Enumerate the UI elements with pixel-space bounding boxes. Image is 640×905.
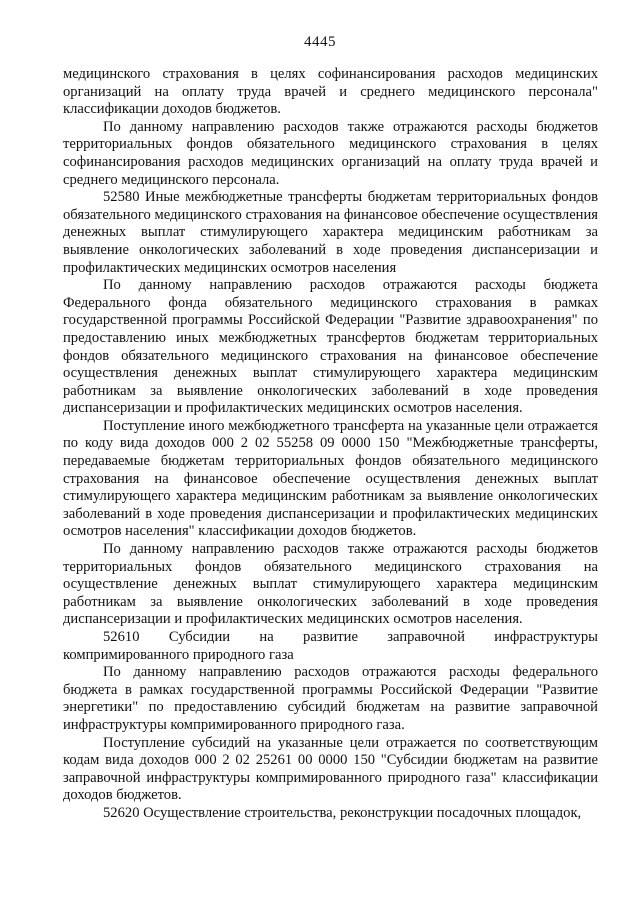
paragraph-code-52580: 52580 Иные межбюджетные трансферты бюджетам территориальных фондов обязательного медицинского страхования на финансовое обеспечение осуществления денежных выплат стимулирующего характера медицинским работникам за выявление онкологических заболеваний в ходе проведения диспансеризации и профилактических медицинских осмотров населения [63,189,598,276]
paragraph-code-52610: 52610 Субсидии на развитие заправочной инфраструктуры компримированного природного газа [63,629,598,663]
paragraph-expenses-territorial-funds: По данному направлению расходов также отражаются расходы бюджетов территориальных фондов обязательного медицинского страхования в целях софинансирования расходов медицинских организаций на оплату труда врачей и среднего медицинского персонала. [63,118,598,188]
paragraph-code-52620: 52620 Осуществление строительства, реконструкции посадочных площадок, [103,804,582,821]
paragraph-income-receipt-25261: Поступление субсидий на указанные цели отражается по соответствующим кодам вида доходов 000 2 02 25261 00 0000 150 "Субсидии бюджетам на развитие заправочной инфраструктуры компримированного природного газа" классификации доходов бюджетов. [63,734,598,804]
paragraph-income-receipt-55258: Поступление иного межбюджетного трансферта на указанные цели отражается по коду вида доходов 000 2 02 55258 09 0000 150 "Межбюджетные трансферты, передаваемые бюджетам территориальных фондов обязательного медицинского страхования на финансовое обеспечение осуществления денежных выплат стимулирующего характера медицинским работникам за выявление онкологических заболеваний в ходе проведения диспансеризации и профилактических медицинских осмотров населения" классификации доходов бюджетов. [63,417,598,540]
paragraph-federal-budget-energy: По данному направлению расходов отражаются расходы федерального бюджета в рамках государственной программы Российской Федерации "Развитие энергетики" по предоставлению субсидий бюджетам на развитие заправочной инфраструктуры компримированного природного газа. [63,664,598,733]
page-number: 4445 [304,34,336,50]
paragraph-territorial-funds-payments: По данному направлению расходов также отражаются расходы бюджетов территориальных фондов обязательного медицинского страхования на осуществление денежных выплат стимулирующего характера медицинским работникам за выявление онкологических заболеваний в ходе проведения диспансеризации и профилактических медицинских осмотров населения. [63,541,598,628]
paragraph-federal-fund-expenses: По данному направлению расходов отражаются расходы бюджета Федерального фонда обязательного медицинского страхования в рамках государственной программы Российской Федерации "Развитие здравоохранения" по предоставлению иных межбюджетных трансфертов бюджетам территориальных фондов обязательного медицинского страхования на финансовое обеспечение осуществления денежных выплат стимулирующего характера медицинским работникам за выявление онкологических заболеваний в ходе проведения диспансеризации и профилактических медицинских осмотров населения. [63,277,598,417]
document-body [63,66,598,823]
paragraph-continuation: медицинского страхования в целях софинансирования расходов медицинских организаций на оплату труда врачей и среднего медицинского персонала" классификации доходов бюджетов. [63,66,598,118]
